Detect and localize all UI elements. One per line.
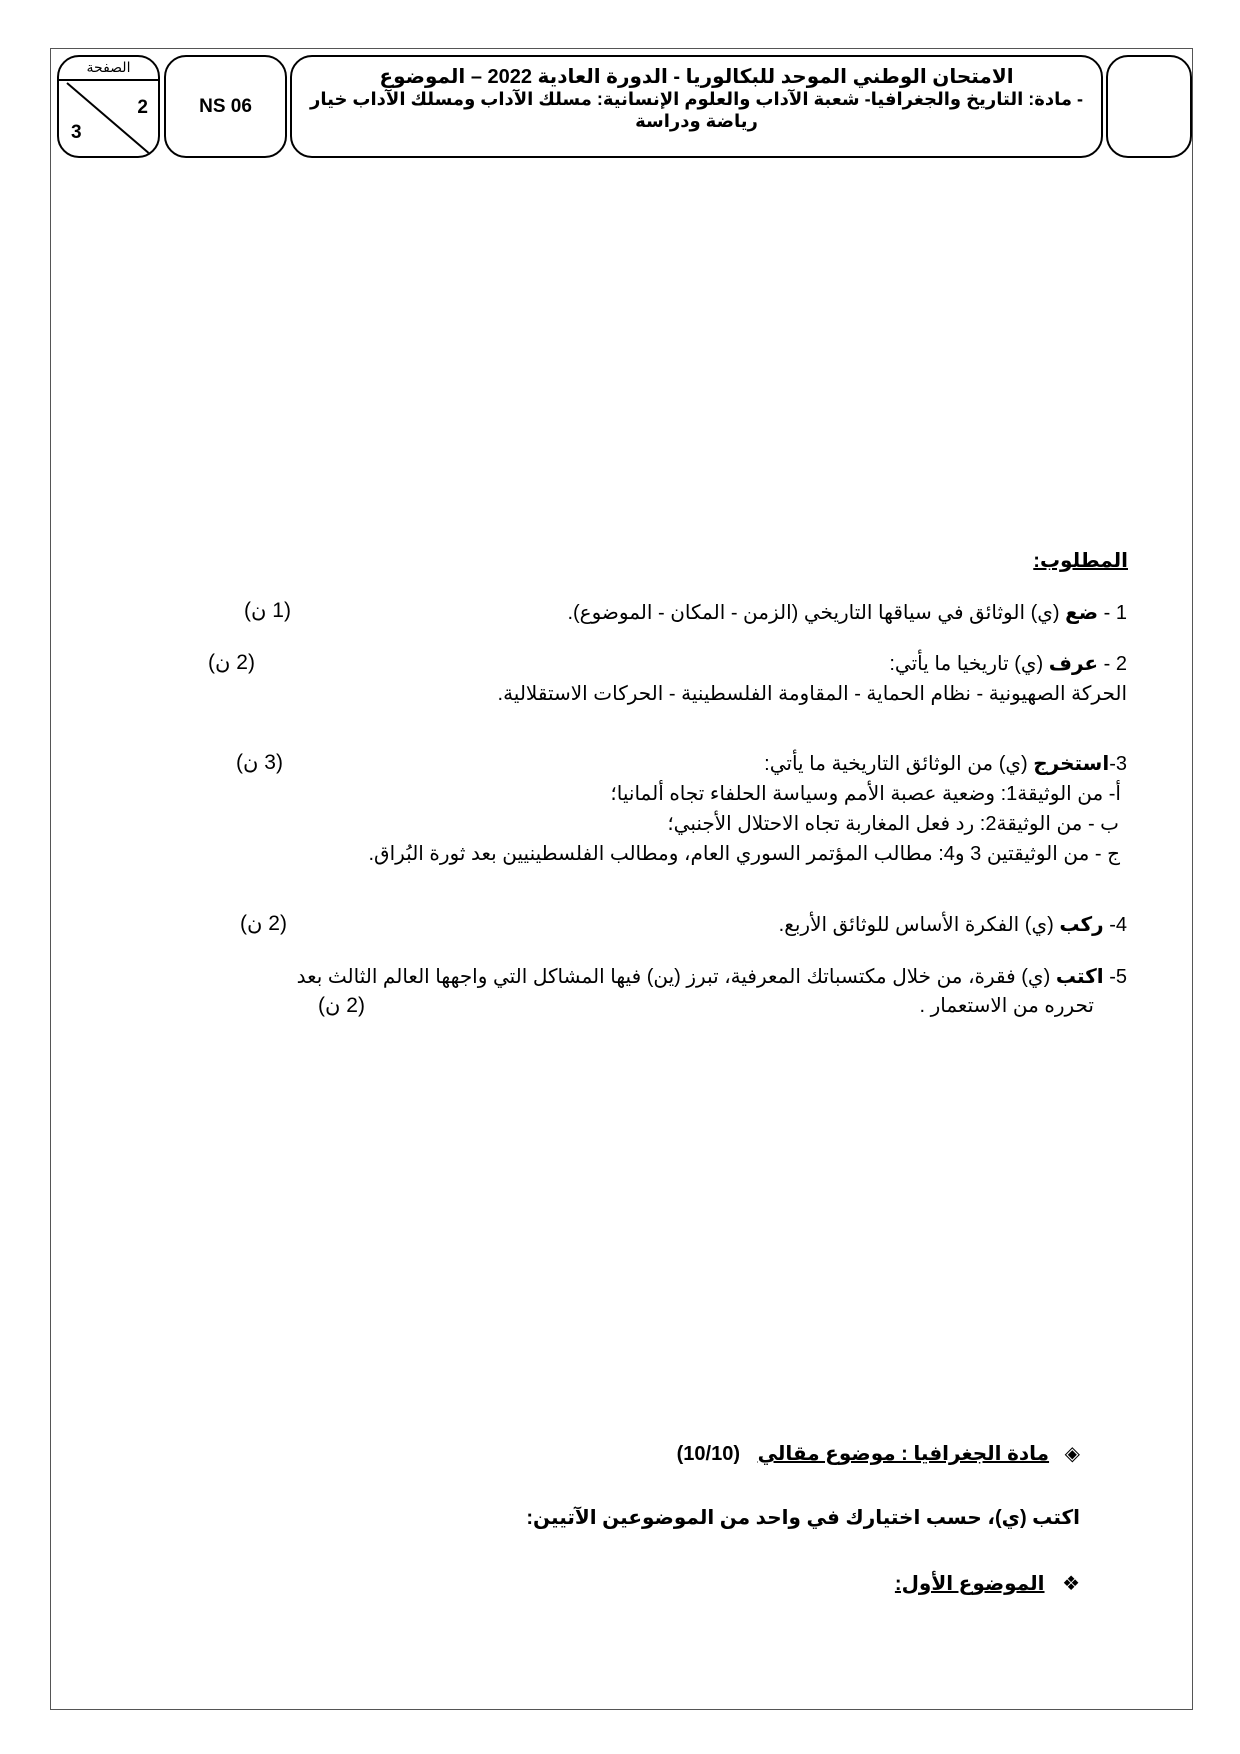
q3-item-c: ج - من الوثيقتين 3 و4: مطالب المؤتمر السوري العام، ومطالب الفلسطينيين بعد ثورة البُراق. <box>368 843 1120 865</box>
q3-text: (ي) من الوثائق التاريخية ما يأتي: <box>764 753 1034 775</box>
q4-number: 4- <box>1109 914 1127 936</box>
empty-box <box>1106 55 1192 158</box>
question-1 <box>567 600 1127 625</box>
q3-points: (3 ن) <box>236 751 283 774</box>
question-3 <box>764 751 1127 776</box>
q5-number: 5- <box>1109 966 1127 988</box>
geography-score: (10/10) <box>676 1443 741 1465</box>
q5-text: (ي) فقرة، من خلال مكتسباتك المعرفية، تبرز (ين) فيها المشاكل التي واجهها العالم الثالث بعد <box>296 966 1056 988</box>
star-bullet-icon: ❖ <box>1062 1573 1080 1595</box>
q1-text: (ي) الوثائق في سياقها التاريخي (الزمن - المكان - الموضوع). <box>567 602 1066 624</box>
first-topic-label: الموضوع الأول: <box>894 1573 1045 1595</box>
question-4 <box>779 912 1127 937</box>
q5-verb: اكتب <box>1055 966 1104 988</box>
page-label: الصفحة <box>86 59 131 75</box>
exam-subject: - مادة: التاريخ والجغرافيا- شعبة الآداب والعلوم الإنسانية: مسلك الآداب ومسلك الآداب خيار رياضة ودراسة <box>309 89 1084 131</box>
q4-verb: ركب <box>1059 914 1104 936</box>
question-5 <box>297 964 1127 989</box>
required-heading: المطلوب: <box>1033 550 1128 572</box>
page-current: 2 <box>137 97 148 118</box>
geography-instruction: اكتب (ي)، حسب اختيارك في واحد من الموضوعين الآتيين: <box>526 1507 1080 1529</box>
q2-terms: الحركة الصهيونية - نظام الحماية - المقاومة الفلسطينية - الحركات الاستقلالية. <box>497 683 1127 705</box>
q3-number: 3- <box>1109 753 1127 775</box>
q5-text-continued: تحرره من الاستعمار . <box>919 995 1094 1017</box>
first-topic-line <box>895 1571 1080 1596</box>
q1-verb: ضع <box>1065 602 1099 624</box>
q3-verb: استخرج <box>1033 753 1110 775</box>
q4-points: (2 ن) <box>240 912 287 935</box>
q1-number: 1 - <box>1103 602 1127 624</box>
q1-points: (1 ن) <box>244 599 291 622</box>
diamond-bullet-icon: ◈ <box>1064 1443 1080 1465</box>
page-number-box <box>57 55 160 158</box>
page-total: 3 <box>71 122 82 143</box>
title-box <box>290 55 1103 158</box>
q2-text: (ي) تاريخيا ما يأتي: <box>889 653 1049 675</box>
question-2 <box>889 651 1127 676</box>
q3-item-a: أ- من الوثيقة1: وضعية عصبة الأمم وسياسة الحلفاء تجاه ألمانيا؛ <box>610 783 1121 805</box>
q2-points: (2 ن) <box>208 651 255 674</box>
q5-points: (2 ن) <box>318 994 365 1017</box>
exam-title: الامتحان الوطني الموحد للبكالوريا - الدورة العادية 2022 – الموضوع <box>379 66 1014 88</box>
geography-title: مادة الجغرافيا : موضوع مقالي <box>757 1443 1050 1465</box>
geography-title-line <box>677 1441 1080 1466</box>
q4-text: (ي) الفكرة الأساس للوثائق الأربع. <box>778 914 1060 936</box>
q2-number: 2 - <box>1103 653 1127 675</box>
q2-verb: عرف <box>1048 653 1099 675</box>
exam-code: NS 06 <box>199 95 252 117</box>
q3-item-b: ب - من الوثيقة2: رد فعل المغاربة تجاه الاحتلال الأجنبي؛ <box>667 813 1119 835</box>
exam-code-box <box>164 55 287 158</box>
